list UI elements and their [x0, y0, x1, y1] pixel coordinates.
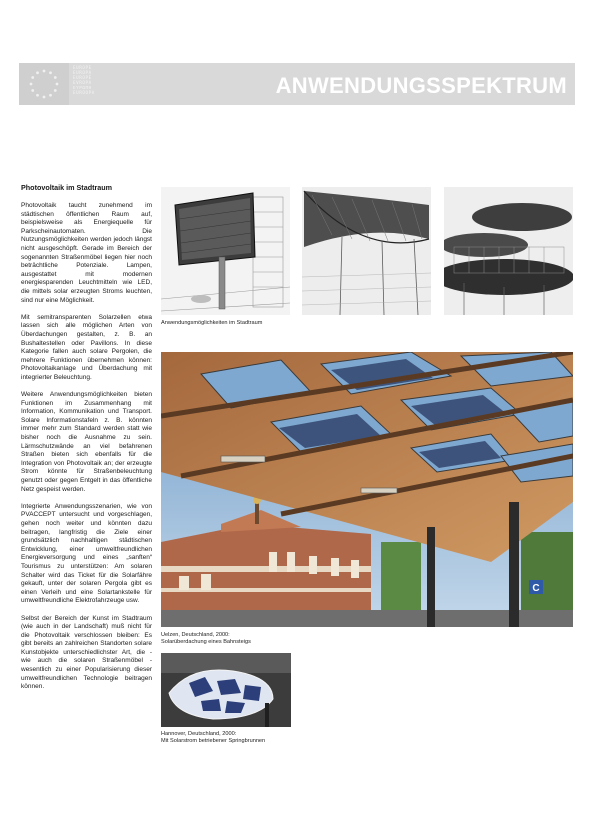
fountain-caption-line1: Hannover, Deutschland, 2000:: [161, 731, 237, 737]
eu-star-icon: [54, 89, 57, 92]
photo-uelzen-station: [161, 352, 573, 627]
article-paragraph: Integrierte Anwendungsszenarien, wie von PVACCEPT untersucht und vorgeschlagen, gehen noch weiter und könnten dazu beitragen, langfristig die Ziele einer grundsätzlich nachhaltigen städtischen Entwicklung, einer umweltfreundlichen Energieversorgung und eines „sanften“ Tourismus zu unterstützen: Am solaren Schalter wird das Ticket für die Solarfähre gekauft, unter der solaren Pergola gibt es einen Verleih und eine Solartankstelle für umweltfreundliche Elektrofahrzeuge usw.: [21, 502, 152, 605]
eu-stars-icon: [19, 63, 69, 105]
eu-star-icon: [54, 76, 57, 79]
eu-word: EUROPE: [73, 65, 92, 70]
article-paragraph: Selbst der Bereich der Kunst im Stadtraum (wie auch in der Landschaft) muß nicht für die Photovoltaik verschlossen bleiben: Es gibt bereits an zahlreichen Standorten solare Kunstobjekte unterschiedlichster Art, die - wie auch die solaren Straßenmöbel - wesentlich zu einer Popularisierung dieser umweltfreundlichen Technologie beitragen können.: [21, 614, 152, 691]
eu-word: EUROPÉ: [73, 74, 92, 80]
eu-star-icon: [36, 71, 39, 74]
fountain-caption-line2: Mit Solarstrom betriebener Springbrunnen: [161, 738, 266, 745]
eu-word: EVROPA: [73, 79, 92, 85]
eu-star-icon: [30, 83, 33, 86]
eu-word: EUROPA: [73, 69, 92, 75]
eu-star-icon: [43, 96, 46, 99]
platform-sign: C: [532, 583, 540, 594]
article-heading: Photovoltaik im Stadtraum: [21, 183, 113, 192]
eu-word: EUROOPA: [73, 89, 95, 95]
article-paragraph: Photovoltaik taucht zunehmend im städtischen öffentlichen Raum auf, beispielsweise als Energiequelle für Parkscheinautomaten. Die Nutzungsmöglichkeiten werden jedoch längst nicht ausgeschöpft. Gerade im Bereich der sogenannten Straßenmöbel liegen hier noch beträchtliche Potenziale. Lampen, ausgestattet mit modernen energiesparenden Leuchtmitteln wie LED, die mittels solar erzeugten Stroms leuchten, sind nur eine Möglichkeit.: [21, 202, 152, 304]
photo-hannover-fountain: [161, 653, 291, 727]
sketch-station-roof: [444, 187, 573, 315]
eu-star-icon: [49, 71, 52, 74]
header-band: [19, 63, 575, 105]
sketch-solar-billboard: [161, 187, 290, 315]
eu-star-icon: [49, 94, 52, 97]
page-title: ANWENDUNGSSPEKTRUM: [275, 73, 567, 98]
station-caption-line2: Solarüberdachung eines Bahnsteigs: [161, 639, 251, 646]
fountain-caption: [161, 731, 265, 745]
eu-star-icon: [31, 76, 34, 79]
eu-star-icon: [56, 83, 59, 86]
eu-word: ΕΥΡΩΠΗ: [73, 84, 92, 90]
eu-language-list: [73, 66, 133, 95]
article-paragraph: Weitere Anwendungsmöglichkeiten bieten Funktionen im Zusammenhang mit Information, Kommunikation und Transport. Solare Informationstafeln z. B. könnten immer mehr zum Standard werden statt wie bisher noch die Ausnahme zu sein. Lärmschutzwände an viel befahrenen Straßen bieten sich ebenfalls für die Integration von Photovoltaik an; der erzeugte Strom könnte für Straßenbeleuchtung genutzt oder gegen Entgelt in das öffentliche Netz gespeist werden.: [21, 391, 152, 493]
eu-star-icon: [43, 70, 46, 73]
station-caption: [161, 632, 251, 646]
article-paragraph: Mit semitransparenten Solarzellen etwa lassen sich alle möglichen Arten von Überdachungen gestalten, z. B. an Bushaltestellen oder Pavillons. In diese Kategorie fallen auch solare Pergolen, die mehrere Funktionen übernehmen können: Photovoltaikanlage und Überdachung mit integrierter Beleuchtung.: [21, 313, 152, 381]
eu-star-icon: [31, 89, 34, 92]
sketches-caption: Anwendungsmöglichkeiten im Stadtraum: [161, 320, 263, 326]
article-column: [21, 183, 152, 700]
eu-star-icon: [36, 94, 39, 97]
station-caption-line1: Uelzen, Deutschland, 2000:: [161, 632, 230, 638]
sketch-membrane-canopy: [302, 187, 431, 315]
eu-logo: [19, 63, 69, 105]
